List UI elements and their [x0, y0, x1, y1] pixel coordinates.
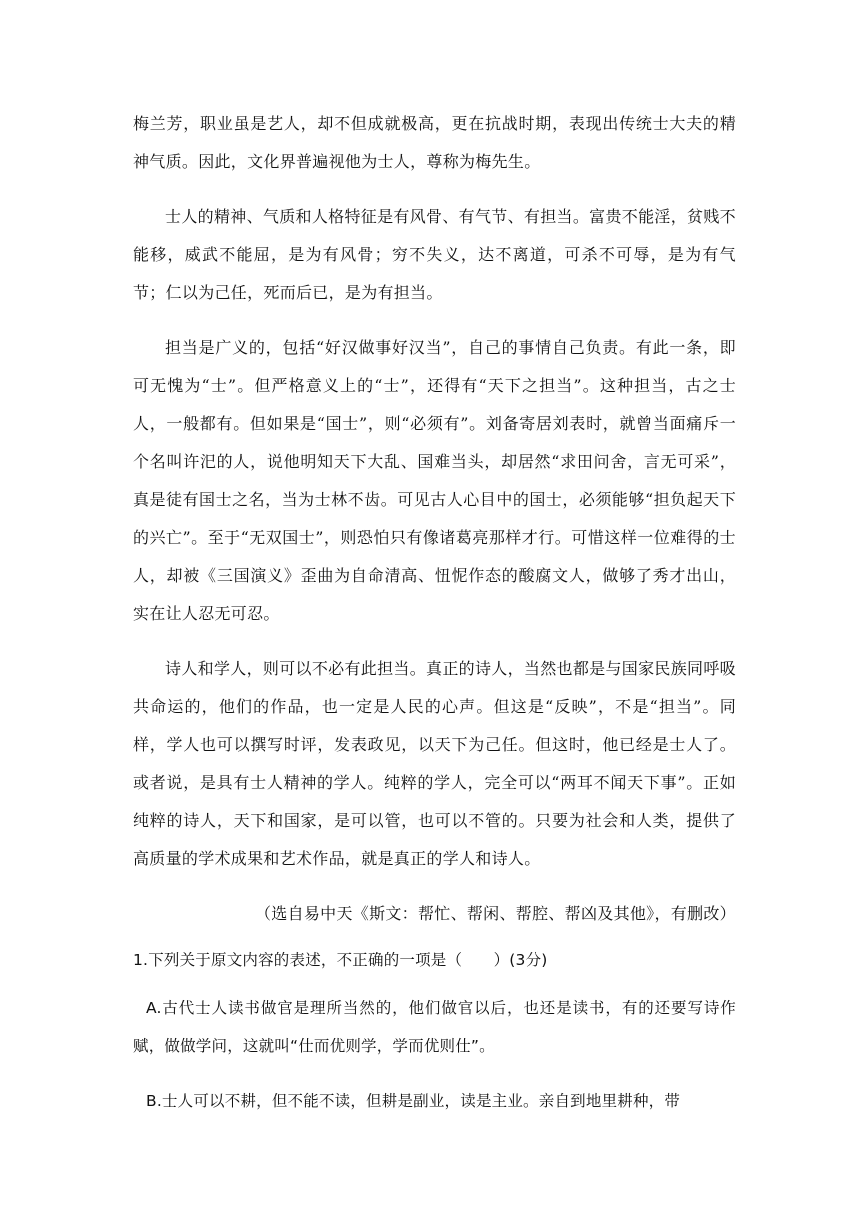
- passage-paragraph-2: 士人的精神、气质和人格特征是有风骨、有气节、有担当。富贵不能淫，贫贱不能移，威武不能屈，是为有风骨；穷不失义，达不离道，可杀不可辱，是为有气节；仁以为己任，死而后已，是为有担当。: [133, 207, 736, 302]
- passage-paragraph-4: 诗人和学人，则可以不必有此担当。真正的诗人，当然也都是与国家民族同呼吸共命运的，他们的作品，也一定是人民的心声。但这是“反映”，不是“担当”。同样，学人也可以撰写时评，发表政见，以天下为己任。但这时，他已经是士人了。或者说，是具有士人精神的学人。纯粹的学人，完全可以“两耳不闻天下事”。正如纯粹的诗人，天下和国家，是可以管，也可以不管的。只要为社会和人类，提供了高质量的学术成果和艺术作品，就是真正的学人和诗人。: [133, 659, 736, 868]
- question-stem: 1.下列关于原文内容的表述，不正确的一项是（ ）(3分): [133, 951, 548, 969]
- document-body: [133, 105, 736, 1120]
- option-a: A.古代士人读书做官是理所当然的，他们做官以后，也还是读书，有的还要写诗作赋，做做学问，这就叫“仕而优则学，学而优则仕”。: [133, 999, 736, 1055]
- passage-paragraph-3: 担当是广义的，包括“好汉做事好汉当”，自己的事情自己负责。有此一条，即可无愧为“士”。但严格意义上的“士”，还得有“天下之担当”。这种担当，古之士人，一般都有。但如果是“国士”，则“必须有”。刘备寄居刘表时，就曾当面痛斥一个名叫许汜的人，说他明知天下大乱、国难当头，却居然“求田问舍，言无可采”，真是徒有国士之名，当为士林不齿。可见古人心目中的国士，必须能够“担负起天下的兴亡”。至于“无双国士”，则恐怕只有像诸葛亮那样才行。可惜这样一位难得的士人，却被《三国演义》歪曲为自命清高、忸怩作态的酸腐文人，做够了秀才出山，实在让人忍无可忍。: [133, 338, 736, 623]
- option-b: B.士人可以不耕，但不能不读，但耕是副业，读是主业。亲自到地里耕种，带: [146, 1092, 681, 1110]
- passage-paragraph-1: 梅兰芳，职业虽是艺人，却不但成就极高，更在抗战时期，表现出传统士大夫的精神气质。因此，文化界普遍视他为士人，尊称为梅先生。: [133, 114, 736, 171]
- passage-source: （选自易中天《斯文：帮忙、帮闲、帮腔、帮凶及其他》，有删改）: [254, 904, 736, 923]
